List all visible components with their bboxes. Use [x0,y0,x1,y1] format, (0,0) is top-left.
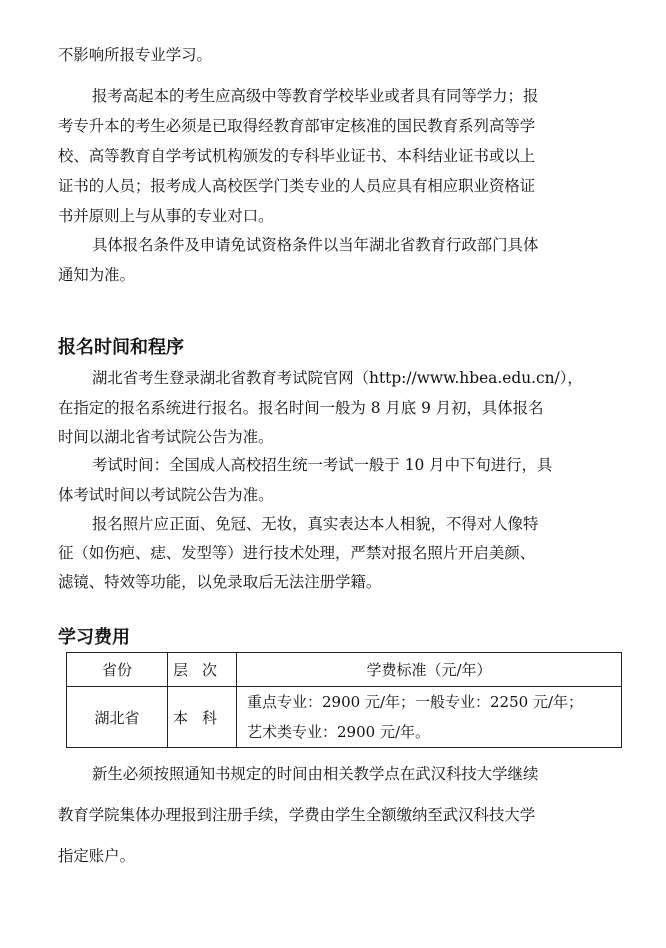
paragraph-line: 湖北省考生登录湖北省教育考试院官网（http://www.hbea.edu.cn/）， [92,369,583,387]
paragraph-line: 不影响所报专业学习。 [58,46,212,64]
table-header-level: 层次 [168,653,237,687]
fee-line: 重点专业：2900 元/年；一般专业：2250 元/年； [247,693,583,711]
paragraph-line: 书并原则上与从事的专业对口。 [58,207,274,225]
section-heading-fees: 学习费用 [58,627,130,648]
paragraph-line: 教育学院集体办理报到注册手续，学费由学生全额缴纳至武汉科技大学 [58,806,536,824]
fee-table [66,652,622,748]
paragraph-line: 滤镜、特效等功能，以免录取后无法注册学籍。 [58,573,382,591]
table-header-row [67,653,622,687]
paragraph-line: 具体报名条件及申请免试资格条件以当年湖北省教育行政部门具体 [92,236,539,254]
fee-line: 艺术类专业：2900 元/年。 [247,723,430,741]
paragraph-line: 通知为准。 [58,266,135,284]
paragraph-line: 考专升本的考生必须是已取得经教育部审定核准的国民教育系列高等学 [58,117,536,135]
table-row [67,687,622,748]
paragraph-line: 征（如伤疤、痣、发型等）进行技术处理，严禁对报名照片开启美颜、 [58,544,536,562]
section-heading-registration: 报名时间和程序 [58,337,184,358]
paragraph-line: 报考高起本的考生应高级中等教育学校毕业或者具有同等学力；报 [92,87,539,105]
paragraph-line: 证书的人员；报考成人高校医学门类专业的人员应具有相应职业资格证 [58,177,536,195]
table-cell-fee [237,687,622,748]
paragraph-line: 报名照片应正面、免冠、无妆，真实表达本人相貌，不得对人像特 [92,515,539,533]
table-header-fee: 学费标准（元/年） [237,653,622,687]
paragraph-line: 指定账户。 [58,847,135,865]
paragraph-line: 在指定的报名系统进行报名。报名时间一般为 8 月底 9 月初，具体报名 [58,399,544,417]
paragraph-line: 考试时间：全国成人高校招生统一考试一般于 10 月中下旬进行，具 [92,456,553,474]
table-cell-province: 湖北省 [67,687,168,748]
paragraph-line: 时间以湖北省考试院公告为准。 [58,428,274,446]
table-header-province: 省份 [67,653,168,687]
paragraph-line: 校、高等教育自学考试机构颁发的专科毕业证书、本科结业证书或以上 [58,147,536,165]
paragraph-line: 新生必须按照通知书规定的时间由相关教学点在武汉科技大学继续 [92,765,539,783]
paragraph-line: 体考试时间以考试院公告为准。 [58,486,274,504]
table-cell-level: 本科 [168,687,237,748]
